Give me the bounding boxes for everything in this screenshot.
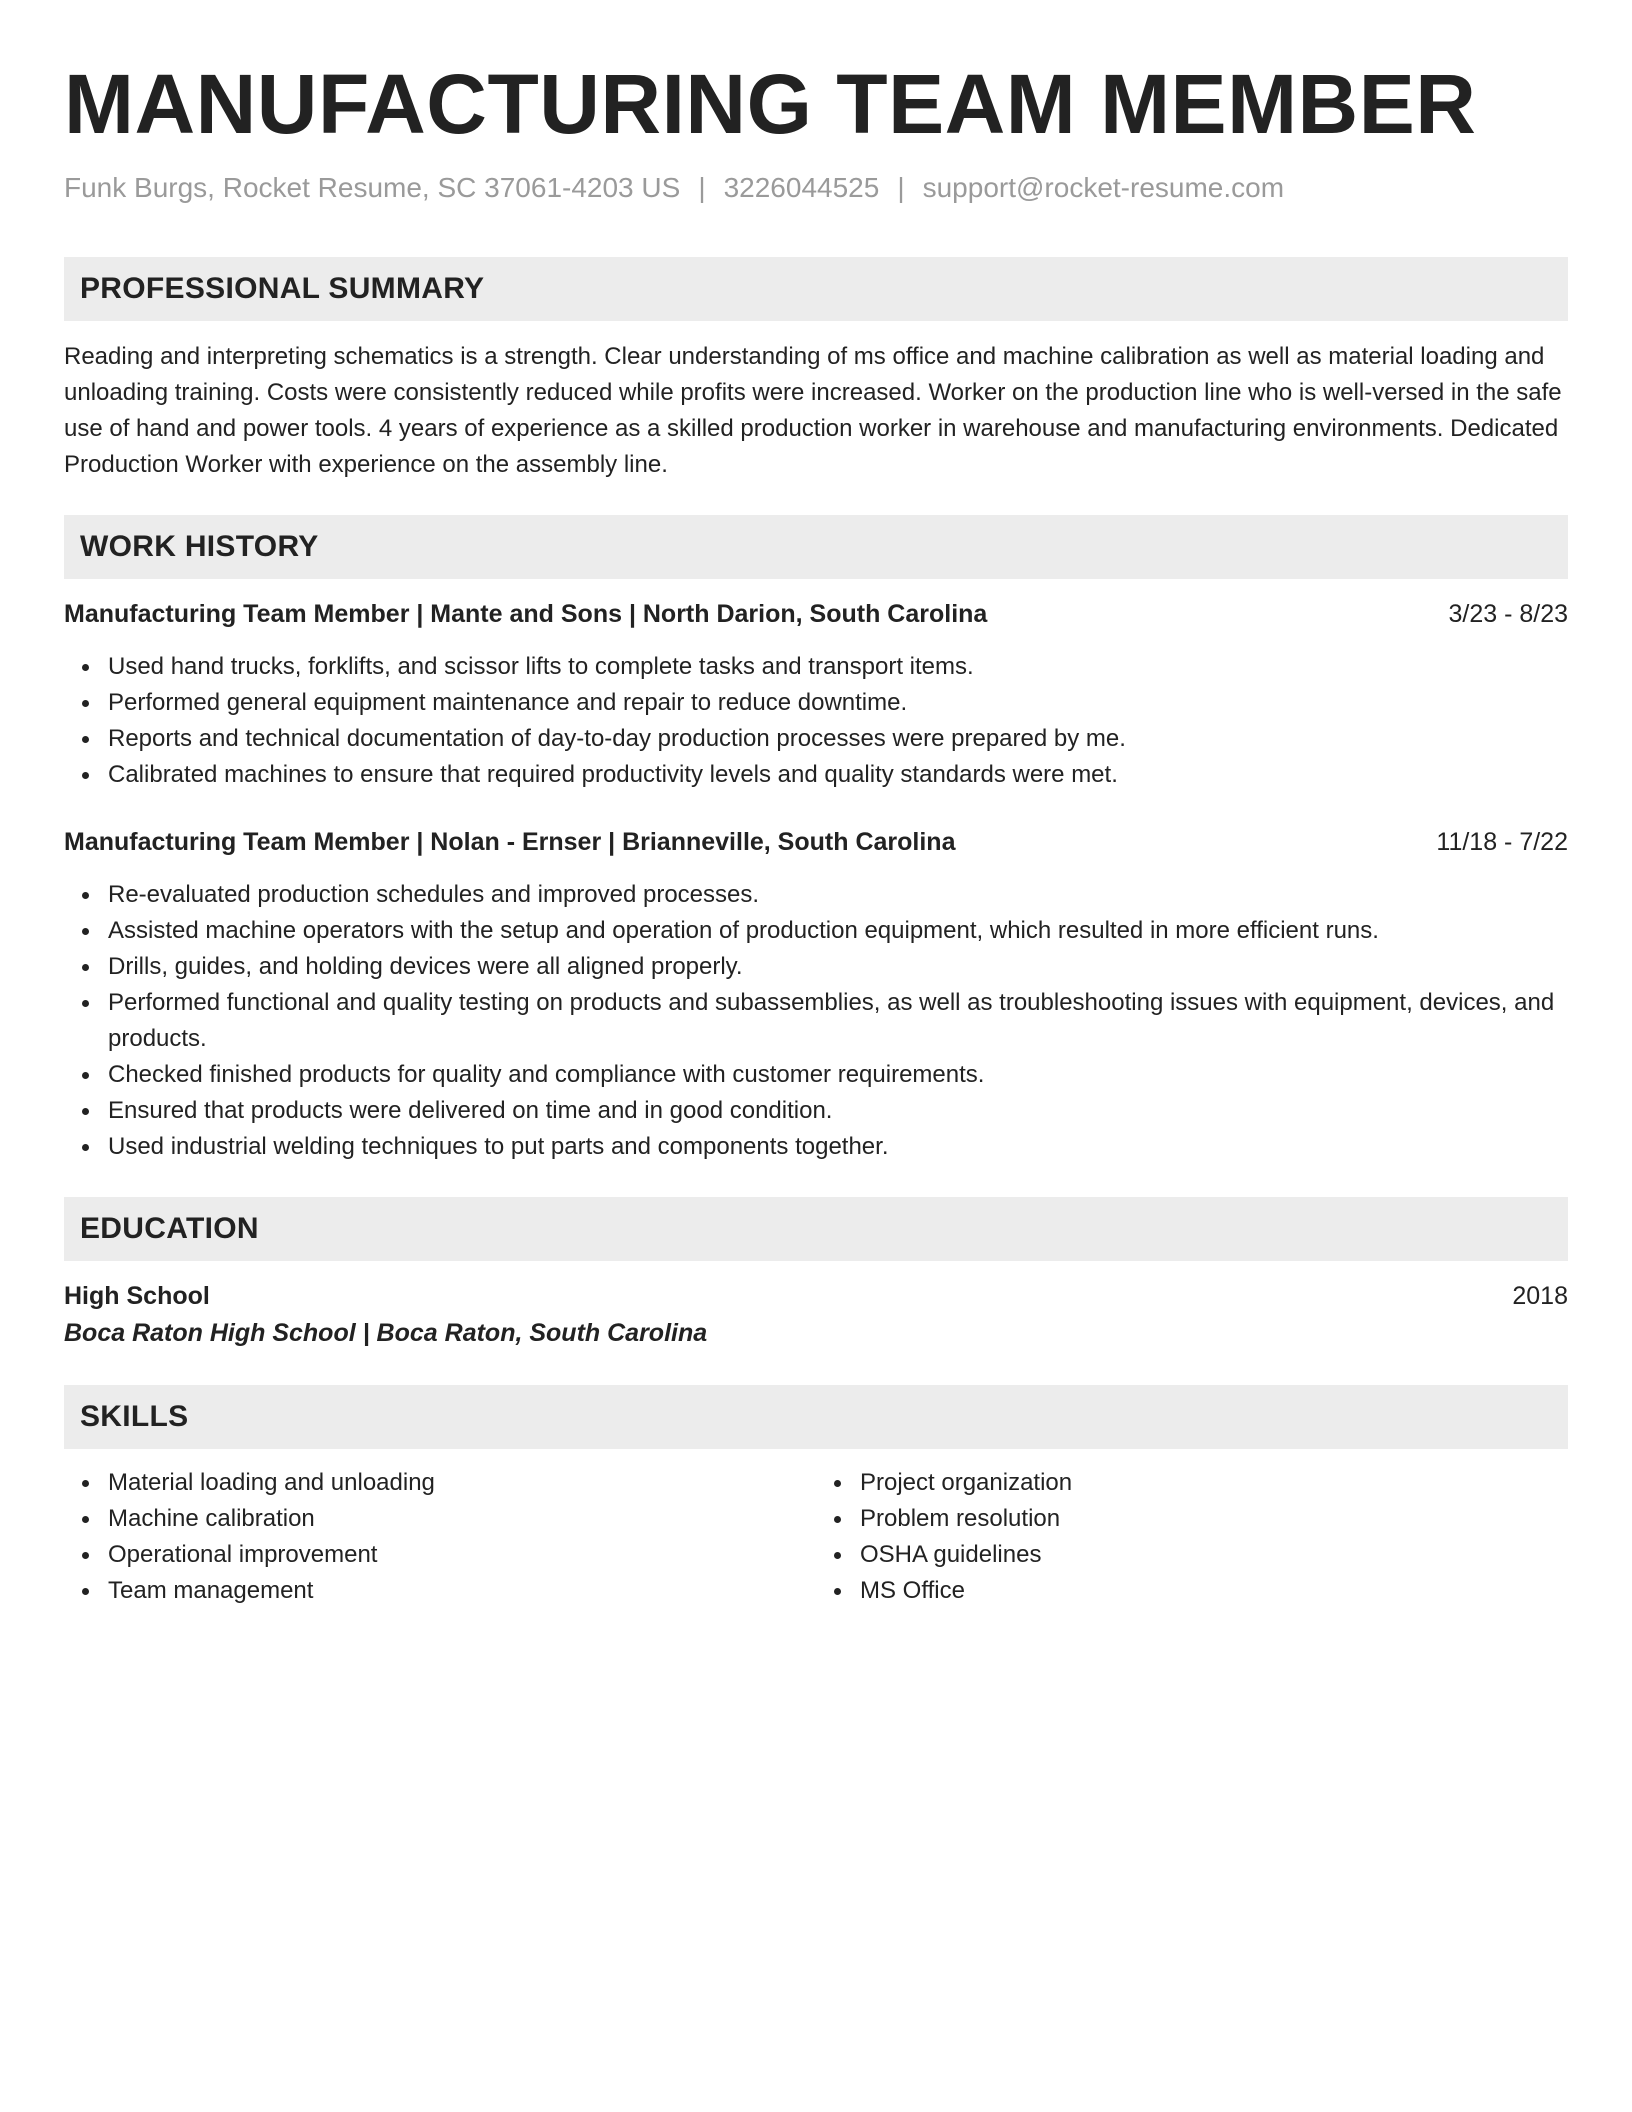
resume-name: MANUFACTURING TEAM MEMBER [64, 57, 1477, 151]
skills-list [64, 1465, 1568, 1609]
list-item: Checked finished products for quality and compliance with customer requirements. [108, 1057, 1568, 1093]
job-header [64, 597, 1568, 631]
job-bullets [64, 877, 1568, 1165]
list-item: Drills, guides, and holding devices were all aligned properly. [108, 949, 1568, 985]
list-item: Used hand trucks, forklifts, and scissor lifts to complete tasks and transport items. [108, 649, 1568, 685]
contact-address: Funk Burgs, Rocket Resume, SC 37061-4203 US [64, 172, 681, 203]
education-school: Boca Raton High School | Boca Raton, South Carolina [64, 1319, 708, 1347]
job-dates: 11/18 - 7/22 [1436, 828, 1568, 856]
job-bullets [64, 649, 1568, 793]
job-title: Manufacturing Team Member | Mante and Sons | North Darion, South Carolina [64, 600, 988, 628]
list-item: MS Office [860, 1573, 1568, 1609]
skills-column-right [816, 1465, 1568, 1609]
job-header [64, 825, 1568, 859]
list-item: Assisted machine operators with the setup and operation of production equipment, which resulted in more efficient runs. [108, 913, 1568, 949]
job-dates: 3/23 - 8/23 [1448, 600, 1568, 628]
list-item: Team management [108, 1573, 816, 1609]
contact-email: support@rocket-resume.com [922, 172, 1285, 203]
list-item: Reports and technical documentation of day-to-day production processes were prepared by me. [108, 721, 1568, 757]
list-item: Performed functional and quality testing on products and subassemblies, as well as troubleshooting issues with equipment, devices, and products. [108, 985, 1568, 1057]
list-item: Problem resolution [860, 1501, 1568, 1537]
list-item: Performed general equipment maintenance and repair to reduce downtime. [108, 685, 1568, 721]
list-item: Operational improvement [108, 1537, 816, 1573]
contact-line [64, 170, 1568, 206]
list-item: Material loading and unloading [108, 1465, 816, 1501]
summary-text: Reading and interpreting schematics is a strength. Clear understanding of ms office and machine calibration as well as material loading and unloading training. Costs were consistently reduced while profits were increased. Worker on the production line who is well-versed in the safe use of hand and power tools. 4 years of experience as a skilled production worker in warehouse and manufacturing environments. Dedicated Production Worker with experience on the assembly line. [64, 343, 1562, 478]
section-heading-skills: SKILLS [64, 1385, 1568, 1449]
education-header [64, 1279, 1568, 1313]
contact-separator: | [698, 172, 706, 203]
list-item: Project organization [860, 1465, 1568, 1501]
job-entry [64, 825, 1568, 1165]
section-heading-work-history: WORK HISTORY [64, 515, 1568, 579]
skills-column-left [64, 1465, 816, 1609]
education-year: 2018 [1512, 1282, 1568, 1310]
job-title: Manufacturing Team Member | Nolan - Ernser | Brianneville, South Carolina [64, 828, 956, 856]
section-heading-education: EDUCATION [64, 1197, 1568, 1261]
contact-separator: | [897, 172, 905, 203]
job-entry [64, 597, 1568, 793]
list-item: Ensured that products were delivered on time and in good condition. [108, 1093, 1568, 1129]
list-item: Used industrial welding techniques to put parts and components together. [108, 1129, 1568, 1165]
education-entry [64, 1279, 1568, 1353]
education-degree: High School [64, 1282, 210, 1310]
list-item: Calibrated machines to ensure that required productivity levels and quality standards were met. [108, 757, 1568, 793]
contact-phone: 3226044525 [723, 172, 880, 203]
section-heading-summary: PROFESSIONAL SUMMARY [64, 257, 1568, 321]
list-item: Machine calibration [108, 1501, 816, 1537]
list-item: OSHA guidelines [860, 1537, 1568, 1573]
list-item: Re-evaluated production schedules and improved processes. [108, 877, 1568, 913]
